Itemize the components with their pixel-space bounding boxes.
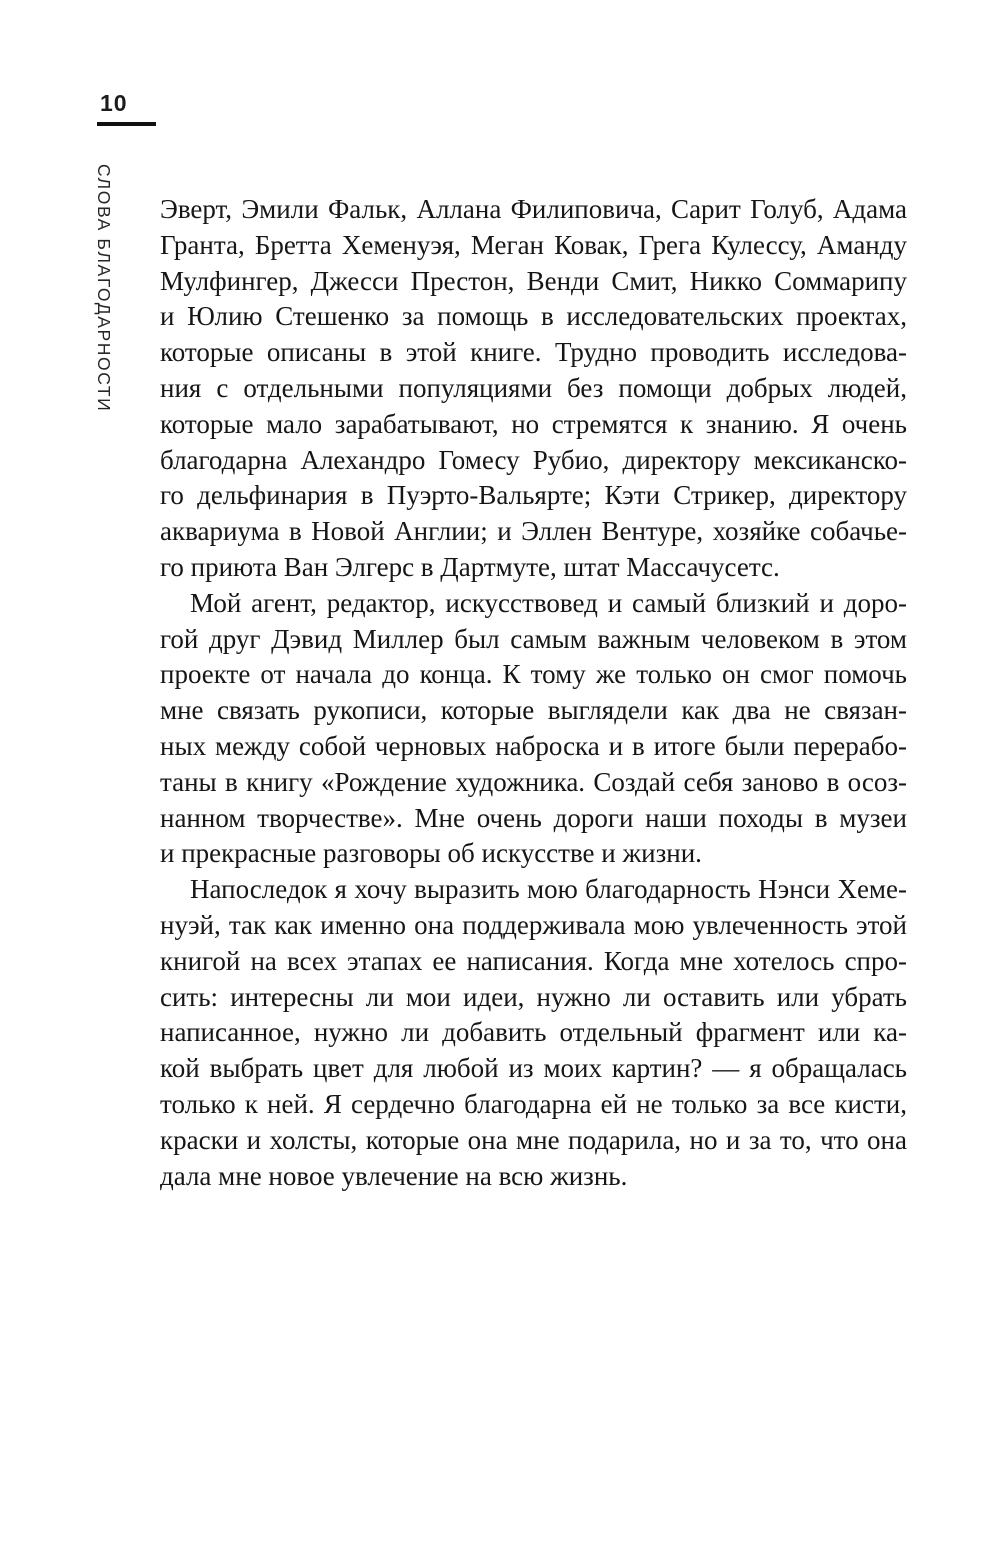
text-line: нуэй, так как именно она поддерживала мою увлеченность этой	[160, 909, 907, 940]
text-line: Гранта, Бретта Хеменуэя, Меган Ковак, Грега Кулессу, Аманду	[160, 229, 907, 260]
text-line: нанном творчестве». Мне очень дороги наши походы в музеи	[160, 802, 907, 833]
text-line: и Юлию Стешенко за помощь в исследовательских проектах,	[160, 301, 907, 332]
text-line: сить: интересны ли мои идеи, нужно ли оставить или убрать	[160, 981, 907, 1012]
text-line: которые описаны в этой книге. Трудно проводить исследова-	[160, 337, 907, 368]
text-line: дала мне новое увлечение на всю жизнь.	[160, 1160, 628, 1191]
text-line: проекте от начала до конца. К тому же только он смог помочь	[160, 659, 907, 690]
text-line: благодарна Алехандро Гомесу Рубио, директору мексиканско-	[160, 444, 907, 475]
body-text	[160, 192, 907, 1194]
text-line: мне связать рукописи, которые выглядели как два не связан-	[160, 695, 907, 726]
paragraph-3	[160, 872, 907, 1194]
page-number: 10	[100, 90, 128, 116]
text-line: которые мало зарабатывают, но стремятся к знанию. Я очень	[160, 408, 907, 439]
page-number-underline	[97, 122, 156, 126]
text-line: таны в книгу «Рождение художника. Создай себя заново в осоз-	[160, 766, 907, 797]
paragraph-2	[160, 586, 907, 872]
text-line: кой выбрать цвет для любой из моих картин? — я обращалась	[160, 1053, 907, 1084]
text-line: ных между собой черновых наброска и в итоге были перерабо-	[160, 730, 907, 761]
text-line: краски и холсты, которые она мне подарила, но и за то, что она	[160, 1124, 907, 1155]
text-line: ния с отдельными популяциями без помощи добрых людей,	[160, 372, 907, 403]
text-line: гой друг Дэвид Миллер был самым важным человеком в этом	[160, 623, 907, 654]
text-line: Напоследок я хочу выразить мою благодарность Нэнси Хеме-	[190, 874, 907, 905]
text-line: и прекрасные разговоры об искусстве и жизни.	[160, 838, 702, 869]
paragraph-1	[160, 192, 907, 586]
text-line: Мой агент, редактор, искусствовед и самый близкий и доро-	[190, 587, 907, 618]
text-line: только к ней. Я сердечно благодарна ей не только за все кисти,	[160, 1088, 907, 1119]
text-line: Эверт, Эмили Фальк, Аллана Филиповича, Сарит Голуб, Адама	[160, 194, 907, 224]
text-line: Мулфингер, Джесси Престон, Венди Смит, Никко Соммарипу	[160, 265, 907, 296]
text-line: го дельфинария в Пуэрто-Вальярте; Кэти Стрикер, директору	[160, 480, 907, 511]
text-line: книгой на всех этапах ее написания. Когда мне хотелось спро-	[160, 945, 907, 976]
sidebar-running-title: СЛОВА БЛАГОДАРНОСТИ	[94, 164, 114, 413]
text-line: аквариума в Новой Англии; и Эллен Вентуре, хозяйке собачье-	[160, 516, 907, 547]
text-line: написанное, нужно ли добавить отдельный фрагмент или ка-	[160, 1017, 907, 1048]
text-line: го приюта Ван Элгерс в Дартмуте, штат Массачусетс.	[160, 551, 780, 582]
